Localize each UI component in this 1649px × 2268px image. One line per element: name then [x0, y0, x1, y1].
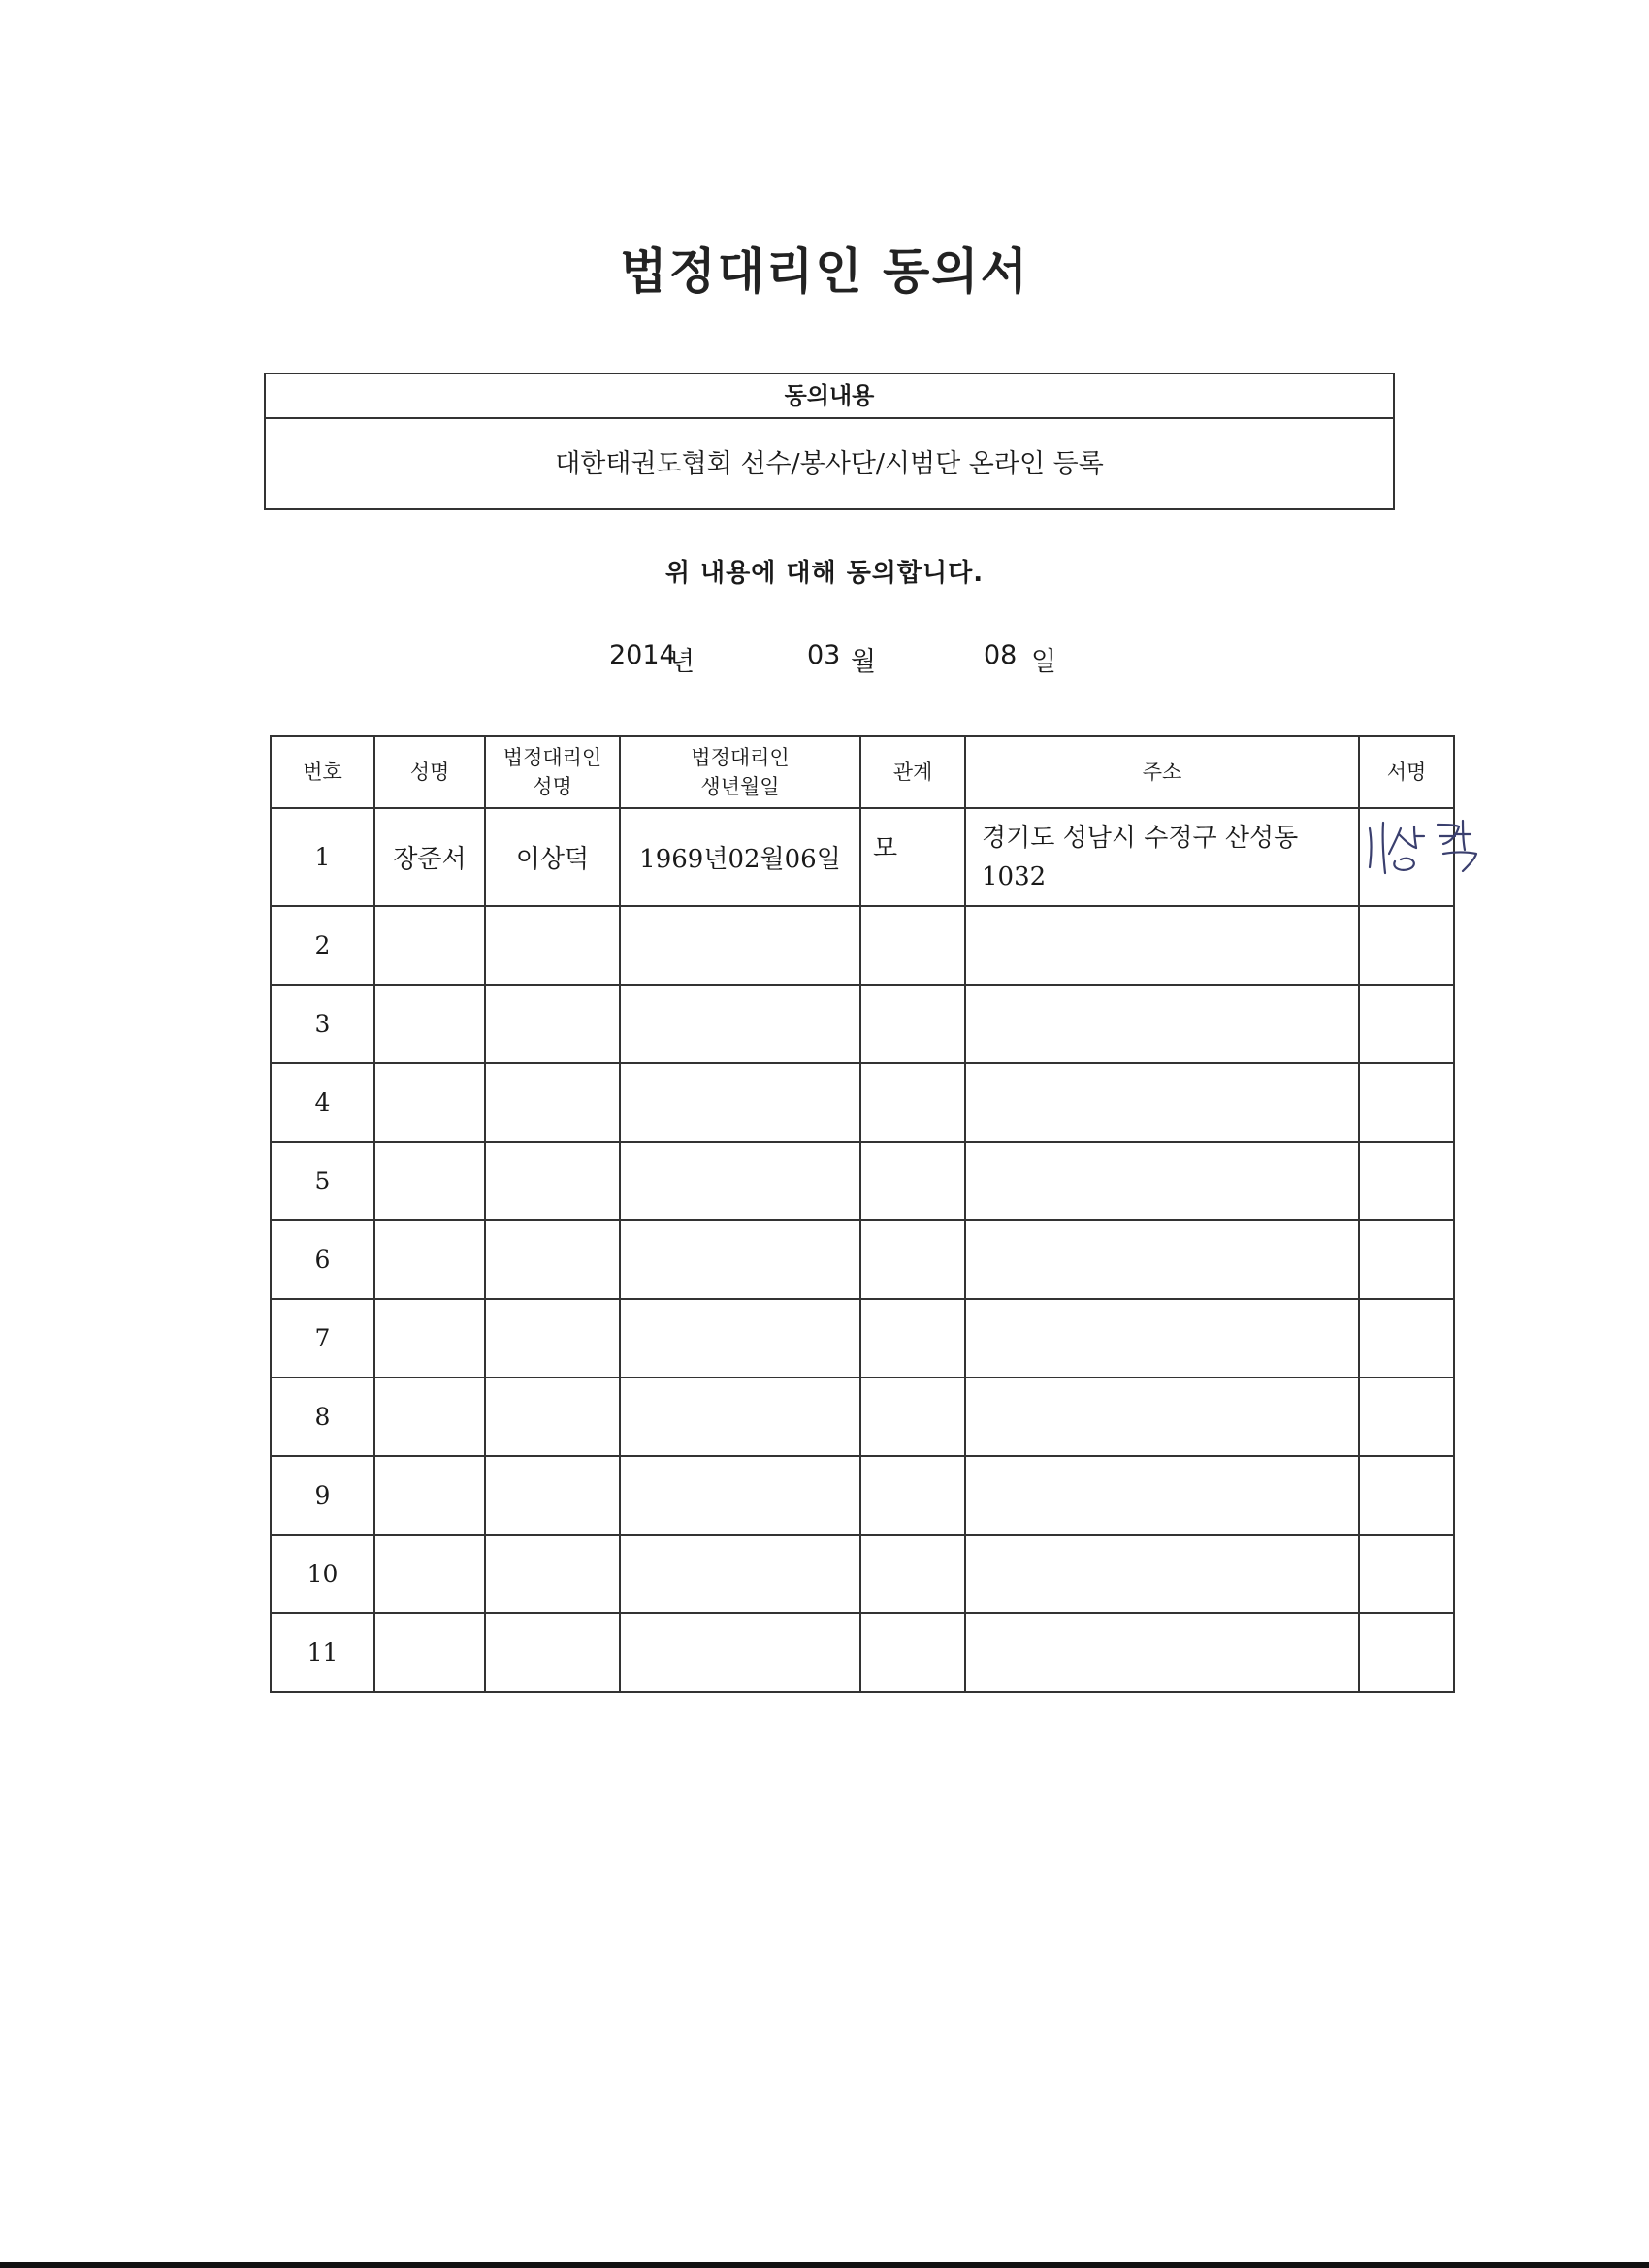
- header-guardian-name: [485, 736, 620, 808]
- row-relation: [860, 1456, 965, 1535]
- row-name: [374, 1299, 485, 1377]
- row-signature-cell: [1359, 1535, 1454, 1613]
- row-guardian-dob: [620, 1142, 860, 1220]
- table-row: [271, 906, 1454, 985]
- row-number: 11: [271, 1613, 374, 1692]
- table-row: [271, 1142, 1454, 1220]
- table-row: [271, 1613, 1454, 1692]
- row-guardian-name: [485, 906, 620, 985]
- row-signature-cell: [1359, 1377, 1454, 1456]
- row-number: 7: [271, 1299, 374, 1377]
- row-signature-cell: [1359, 1456, 1454, 1535]
- row-guardian-name: [485, 1220, 620, 1299]
- row-relation: [860, 985, 965, 1063]
- row-guardian-dob: [620, 1535, 860, 1613]
- table-row: [271, 1535, 1454, 1613]
- row-signature-cell: [1359, 1063, 1454, 1142]
- row-guardian-dob: [620, 1063, 860, 1142]
- row-address: [965, 1613, 1359, 1692]
- date-day: 08: [984, 640, 1018, 670]
- row-name: [374, 1456, 485, 1535]
- row-number: 4: [271, 1063, 374, 1142]
- date-month: 03: [807, 640, 841, 670]
- row-number: 8: [271, 1377, 374, 1456]
- row-address: [965, 985, 1359, 1063]
- guardian-roster-table: [270, 735, 1455, 1693]
- row-signature-cell: [1359, 985, 1454, 1063]
- table-row: [271, 985, 1454, 1063]
- table-header-row: [271, 736, 1454, 808]
- row-address: [965, 1535, 1359, 1613]
- header-signature: 서명: [1359, 736, 1454, 808]
- row-guardian-name: [485, 1299, 620, 1377]
- row-guardian-name: 이상덕: [485, 808, 620, 906]
- row-number: 5: [271, 1142, 374, 1220]
- row-relation: [860, 1299, 965, 1377]
- row-address: [965, 906, 1359, 985]
- row-number: 10: [271, 1535, 374, 1613]
- row-guardian-dob: [620, 1377, 860, 1456]
- row-address-line2: 1032: [982, 861, 1047, 891]
- row-guardian-name: [485, 1456, 620, 1535]
- header-address: 주소: [965, 736, 1359, 808]
- row-number: 9: [271, 1456, 374, 1535]
- row-address: [965, 1456, 1359, 1535]
- row-address: [965, 1142, 1359, 1220]
- header-relation: 관계: [860, 736, 965, 808]
- row-signature-cell: [1359, 1142, 1454, 1220]
- row-name: [374, 906, 485, 985]
- row-signature-cell: [1359, 808, 1454, 906]
- row-guardian-name: [485, 1063, 620, 1142]
- row-relation: 모: [860, 808, 965, 906]
- handwritten-signature: [1362, 815, 1498, 875]
- row-guardian-dob: [620, 1456, 860, 1535]
- row-number: 6: [271, 1220, 374, 1299]
- row-number: 3: [271, 985, 374, 1063]
- header-guardian-dob: [620, 736, 860, 808]
- row-relation: [860, 906, 965, 985]
- row-name: [374, 985, 485, 1063]
- row-address: [965, 1299, 1359, 1377]
- row-number: 1: [271, 808, 374, 906]
- row-relation: [860, 1220, 965, 1299]
- row-name: [374, 1613, 485, 1692]
- header-guardian-name-line2: 성명: [533, 775, 572, 798]
- row-guardian-dob: [620, 906, 860, 985]
- row-guardian-dob: [620, 1220, 860, 1299]
- header-guardian-dob-line2: 생년월일: [700, 775, 780, 798]
- row-relation: [860, 1613, 965, 1692]
- consent-date: [0, 640, 1649, 679]
- row-signature-cell: [1359, 1299, 1454, 1377]
- row-relation: [860, 1063, 965, 1142]
- table-row: [271, 808, 1454, 906]
- row-relation: [860, 1142, 965, 1220]
- row-relation: [860, 1535, 965, 1613]
- table-row: [271, 1299, 1454, 1377]
- date-year-unit: 년: [669, 647, 695, 677]
- table-row: [271, 1220, 1454, 1299]
- table-row: [271, 1456, 1454, 1535]
- row-guardian-name: [485, 1535, 620, 1613]
- document-title: 법정대리인 동의서: [620, 243, 1029, 300]
- row-address: [965, 1220, 1359, 1299]
- row-name: [374, 1535, 485, 1613]
- row-guardian-dob: [620, 985, 860, 1063]
- row-name: [374, 1142, 485, 1220]
- row-signature-cell: [1359, 906, 1454, 985]
- row-number: 2: [271, 906, 374, 985]
- date-day-unit: 일: [1031, 647, 1057, 677]
- row-name: 장준서: [374, 808, 485, 906]
- header-guardian-name-line1: 법정대리인: [502, 746, 602, 769]
- agreement-statement: 위 내용에 대해 동의합니다.: [664, 559, 985, 588]
- row-signature-cell: [1359, 1220, 1454, 1299]
- row-name: [374, 1220, 485, 1299]
- row-guardian-name: [485, 1377, 620, 1456]
- row-guardian-dob: [620, 1613, 860, 1692]
- date-year: 2014: [609, 640, 676, 670]
- consent-heading: 동의내용: [266, 374, 1393, 419]
- row-address: [965, 1063, 1359, 1142]
- row-address-line1: 경기도 성남시 수정구 산성동: [982, 823, 1299, 853]
- header-name: 성명: [374, 736, 485, 808]
- consent-content: 대한태권도협회 선수/봉사단/시범단 온라인 등록: [555, 449, 1104, 479]
- row-guardian-name: [485, 1613, 620, 1692]
- consent-box: [264, 373, 1395, 510]
- row-guardian-dob: 1969년02월06일: [620, 808, 860, 906]
- scan-edge: [0, 2262, 1649, 2268]
- table-row: [271, 1377, 1454, 1456]
- row-guardian-name: [485, 985, 620, 1063]
- row-guardian-name: [485, 1142, 620, 1220]
- table-row: [271, 1063, 1454, 1142]
- row-relation: [860, 1377, 965, 1456]
- row-address: [965, 808, 1359, 906]
- row-signature-cell: [1359, 1613, 1454, 1692]
- row-name: [374, 1377, 485, 1456]
- header-number: 번호: [271, 736, 374, 808]
- row-address: [965, 1377, 1359, 1456]
- header-guardian-dob-line1: 법정대리인: [691, 746, 790, 769]
- row-name: [374, 1063, 485, 1142]
- row-guardian-dob: [620, 1299, 860, 1377]
- date-month-unit: 월: [851, 647, 877, 677]
